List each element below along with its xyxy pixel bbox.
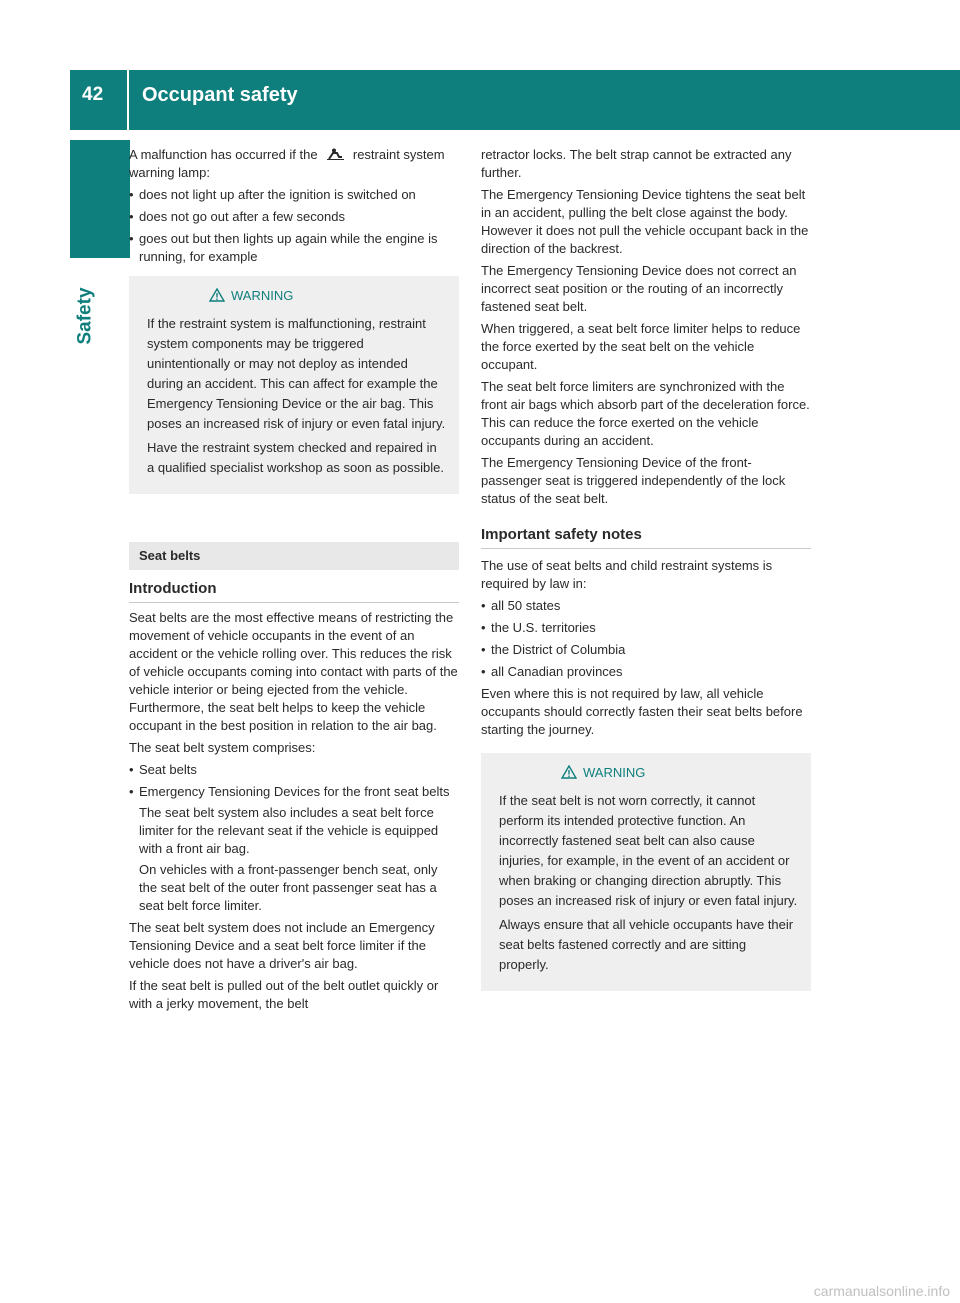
malfunction-intro <box>129 146 459 182</box>
law-list <box>481 597 811 681</box>
list-item: • all 50 states <box>481 597 811 615</box>
system-comprises: The seat belt system comprises: <box>129 740 316 755</box>
list-item: • all Canadian provinces <box>481 663 811 681</box>
etd-no-correct-paragraph: The Emergency Tensioning Device does not correct an incorrect seat position or the routing of an incorrectly fastened seat belt. <box>481 263 797 314</box>
malfunction-intro-post: restraint system warning lamp: <box>129 147 445 180</box>
warning-heading <box>147 286 447 306</box>
malfunction-list <box>129 186 459 266</box>
left-column <box>129 146 459 1017</box>
warning-heading <box>499 763 799 783</box>
law-paragraph: The use of seat belts and child restraint systems is required by law in: <box>481 558 773 591</box>
list-item: • does not go out after a few seconds <box>129 208 459 226</box>
list-item: • Seat belts <box>129 761 459 779</box>
list-item-subtext: On vehicles with a front-passenger bench seat, only the seat belt of the outer front passenger seat has a seat belt force limiter. <box>139 862 438 913</box>
list-item: • goes out but then lights up again while the engine is running, for example <box>129 230 459 266</box>
etd-paragraph: The Emergency Tensioning Device tightens the seat belt in an accident, pulling the belt close against the body. However it does not pull the vehicle occupant back in the direction of the backrest. <box>481 187 809 256</box>
list-item-text: Emergency Tensioning Devices for the front seat belts <box>139 784 450 799</box>
list-item: • the District of Columbia <box>481 641 811 659</box>
page-title: Occupant safety <box>142 84 298 106</box>
warning-box-restraint <box>129 276 459 494</box>
warning-text: If the seat belt is not worn correctly, it cannot perform its intended protective function. An incorrectly fastened seat belt can also cause injuries, for example, in the event of an accident or when braking or changing direction abruptly. This poses an increased risk of injury or even fatal injury. <box>499 793 798 908</box>
warning-label: WARNING <box>583 765 646 780</box>
sync-paragraph: The seat belt force limiters are synchronized with the front air bags which absorb part of the deceleration force. This can reduce the force exerted on the vehicle occupants during an accident. <box>481 379 810 448</box>
warning-text: If the restraint system is malfunctioning, restraint system components may be triggered unintentionally or may not deploy as intended during an accident. This can affect for example the Emergency Tensioning Device or the air bag. This poses an increased risk of injury or even fatal injury. <box>147 316 446 431</box>
malfunction-intro-pre: A malfunction has occurred if the <box>129 147 318 162</box>
right-column <box>481 146 811 1003</box>
list-item-subtext: The seat belt system also includes a seat belt force limiter for the relevant seat if the vehicle is equipped with a front air bag. <box>139 805 439 856</box>
system-components-list <box>129 761 459 915</box>
introduction-paragraph: Seat belts are the most effective means of restricting the movement of vehicle occupants in the event of an accident or the vehicle rolling over. This reduces the risk of vehicle occupants coming into contact with parts of the vehicle interior or being ejected from the vehicle. Furthermore, the seat belt helps to keep the vehicle occupant in the best position in relation to the air bag. <box>129 610 458 733</box>
front-passenger-paragraph: The Emergency Tensioning Device of the front-passenger seat is triggered independently of the lock status of the seat belt. <box>481 455 786 506</box>
list-item: • does not light up after the ignition is switched on <box>129 186 459 204</box>
section-heading-seat-belts: Seat belts <box>129 542 459 570</box>
header-divider <box>127 70 129 130</box>
retractor-paragraph: retractor locks. The belt strap cannot be extracted any further. <box>481 147 792 180</box>
jerky-paragraph: If the seat belt is pulled out of the belt outlet quickly or with a jerky movement, the belt <box>129 978 439 1011</box>
warning-triangle-icon <box>561 765 577 779</box>
subheading-introduction: Introduction <box>129 580 459 603</box>
side-tab-band <box>70 140 130 258</box>
even-paragraph: Even where this is not required by law, all vehicle occupants should correctly fasten their seat belts before starting the journey. <box>481 686 803 737</box>
warning-action: Have the restraint system checked and repaired in a qualified specialist workshop as soon as possible. <box>147 440 445 475</box>
force-limiter-paragraph: When triggered, a seat belt force limiter helps to reduce the force exerted by the seat belt on the vehicle occupant. <box>481 321 801 372</box>
page-number: 42 <box>82 84 104 105</box>
subheading-important-safety-notes: Important safety notes <box>481 526 811 549</box>
no-limiter-paragraph: The seat belt system does not include an Emergency Tensioning Device and a seat belt force limiter if the vehicle does not have a driver's air bag. <box>129 920 435 971</box>
watermark: carmanualsonline.info <box>813 1283 950 1299</box>
list-item <box>129 783 459 915</box>
side-label-text: Safety <box>74 287 96 345</box>
warning-action: Always ensure that all vehicle occupants have their seat belts fastened correctly and are sitting properly. <box>499 917 794 972</box>
list-item: • the U.S. territories <box>481 619 811 637</box>
restraint-system-warning-icon <box>325 148 345 160</box>
warning-label: WARNING <box>231 288 294 303</box>
warning-box-seat-belt <box>481 753 811 991</box>
warning-triangle-icon <box>209 288 225 302</box>
